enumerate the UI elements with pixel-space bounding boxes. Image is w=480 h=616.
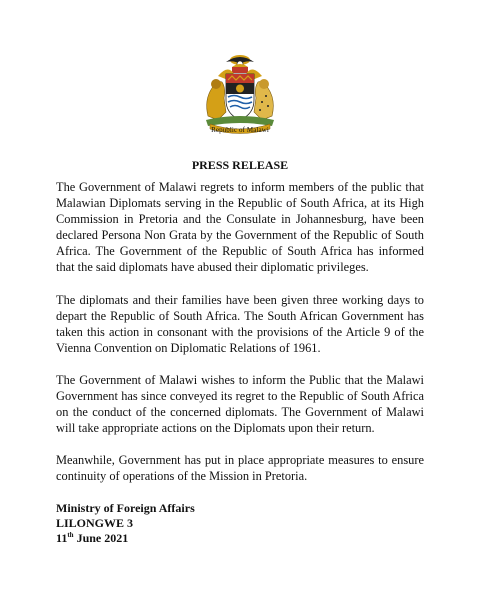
paragraph-3: The Government of Malawi wishes to inform the Public that the Malawi Government has since conveyed its regret to the Republic of South Africa on the conduct of the concerned diplomats. The Government of Malawi will take appropriate actions on the Diplomats upon their return. [56, 373, 424, 435]
date-day: 11 [56, 531, 68, 545]
paragraph-4: Meanwhile, Government has put in place appropriate measures to ensure continuity of operations of the Mission in Pretoria. [56, 453, 424, 483]
signature-block [56, 501, 356, 546]
paragraph-2: The diplomats and their families have been given three working days to depart the Republic of South Africa. The South African Government has taken this action in consonant with the provisions of the Article 9 of the Vienna Convention on Diplomatic Relations of 1961. [56, 293, 424, 355]
city-line: LILONGWE 3 [56, 516, 134, 530]
page-title: PRESS RELEASE [191, 158, 289, 172]
date-suffix: th [67, 531, 74, 539]
paragraph-1: The Government of Malawi regrets to inform members of the public that Malawian Diplomats serving in the Republic of South Africa, at its High Commission in Pretoria and the Consulate in Johannesburg, have been declared Persona Non Grata by the Government of the Republic of South Africa. The Government of the Republic of South Africa has informed that the said diplomats have abused their diplomatic privileges. [56, 180, 424, 274]
coat-of-arms-icon [188, 54, 292, 134]
crest-caption: Republic of Malawi [211, 126, 269, 134]
ministry-name: Ministry of Foreign Affairs [56, 501, 195, 515]
date-line [56, 531, 356, 546]
date-rest: June 2021 [73, 531, 129, 545]
